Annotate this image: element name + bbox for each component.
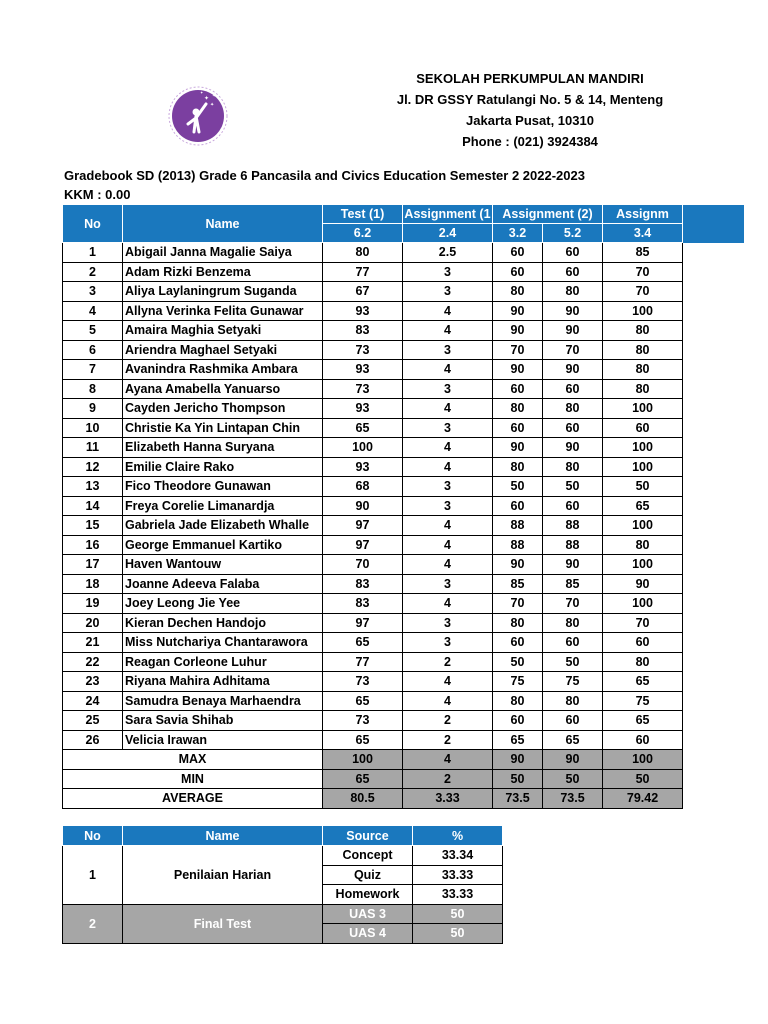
score-cell: 65: [603, 496, 683, 516]
student-no: 19: [63, 594, 123, 614]
score-cell: 73: [323, 379, 403, 399]
table-row: [63, 379, 683, 399]
stat-label: AVERAGE: [63, 789, 323, 809]
student-name: Allyna Verinka Felita Gunawar: [123, 301, 323, 321]
stat-value: 90: [493, 750, 543, 770]
score-cell: 90: [493, 321, 543, 341]
weight-percent: 33.34: [413, 846, 503, 866]
student-no: 22: [63, 652, 123, 672]
score-cell: 90: [543, 555, 603, 575]
table-row: [63, 301, 683, 321]
score-cell: 85: [543, 574, 603, 594]
score-cell: 90: [493, 360, 543, 380]
student-no: 17: [63, 555, 123, 575]
score-cell: 100: [603, 438, 683, 458]
table-row: [63, 262, 683, 282]
stat-value: 79.42: [603, 789, 683, 809]
weight-group-no: 1: [63, 846, 123, 905]
student-no: 21: [63, 633, 123, 653]
school-phone: Phone : (021) 3924384: [462, 134, 598, 149]
score-cell: 80: [603, 379, 683, 399]
score-cell: 60: [493, 379, 543, 399]
stat-row: [63, 750, 683, 770]
student-name: Joey Leong Jie Yee: [123, 594, 323, 614]
score-cell: 60: [543, 262, 603, 282]
col-subheader: 5.2: [543, 224, 603, 243]
score-cell: 60: [603, 633, 683, 653]
score-cell: 3: [403, 477, 493, 497]
student-name: George Emmanuel Kartiko: [123, 535, 323, 555]
score-cell: 60: [543, 418, 603, 438]
student-no: 18: [63, 574, 123, 594]
score-cell: 80: [543, 399, 603, 419]
student-name: Elizabeth Hanna Suryana: [123, 438, 323, 458]
score-cell: 68: [323, 477, 403, 497]
col-subheader: 6.2: [323, 224, 403, 243]
col-subheader: 3.4: [603, 224, 683, 243]
score-cell: 60: [543, 633, 603, 653]
score-cell: 100: [603, 594, 683, 614]
school-logo-icon: [166, 82, 230, 146]
score-cell: 80: [603, 652, 683, 672]
score-cell: 88: [493, 535, 543, 555]
student-no: 3: [63, 282, 123, 302]
score-cell: 100: [603, 301, 683, 321]
student-name: Joanne Adeeva Falaba: [123, 574, 323, 594]
score-cell: 60: [543, 496, 603, 516]
student-name: Aliya Laylaningrum Suganda: [123, 282, 323, 302]
score-cell: 4: [403, 691, 493, 711]
stat-value: 100: [323, 750, 403, 770]
score-cell: 77: [323, 262, 403, 282]
weight-group-no: 2: [63, 904, 123, 943]
student-no: 4: [63, 301, 123, 321]
student-name: Velicia Irawan: [123, 730, 323, 750]
kkm-label: KKM : 0.00: [64, 187, 131, 202]
table-row: [63, 399, 683, 419]
student-no: 2: [63, 262, 123, 282]
col-header-assignment3: Assignm: [603, 205, 683, 224]
score-cell: 50: [493, 652, 543, 672]
score-cell: 60: [493, 262, 543, 282]
student-no: 7: [63, 360, 123, 380]
student-no: 6: [63, 340, 123, 360]
table-row: [63, 555, 683, 575]
score-cell: 65: [603, 711, 683, 731]
col-subheader: 3.2: [493, 224, 543, 243]
score-cell: 4: [403, 438, 493, 458]
student-no: 8: [63, 379, 123, 399]
col-subheader: 2.4: [403, 224, 493, 243]
student-no: 12: [63, 457, 123, 477]
score-cell: 4: [403, 672, 493, 692]
score-cell: 3: [403, 574, 493, 594]
score-cell: 70: [543, 340, 603, 360]
score-cell: 70: [603, 262, 683, 282]
student-name: Miss Nutchariya Chantarawora: [123, 633, 323, 653]
score-cell: 3: [403, 340, 493, 360]
score-cell: 85: [603, 243, 683, 263]
student-no: 5: [63, 321, 123, 341]
student-no: 13: [63, 477, 123, 497]
score-cell: 88: [543, 535, 603, 555]
score-cell: 4: [403, 321, 493, 341]
score-cell: 80: [603, 360, 683, 380]
score-cell: 97: [323, 613, 403, 633]
score-cell: 83: [323, 321, 403, 341]
stat-value: 50: [603, 769, 683, 789]
score-cell: 80: [543, 282, 603, 302]
score-cell: 77: [323, 652, 403, 672]
student-name: Freya Corelie Limanardja: [123, 496, 323, 516]
weight-percent: 50: [413, 904, 503, 924]
table-row: [63, 360, 683, 380]
score-cell: 80: [603, 340, 683, 360]
stat-value: 50: [543, 769, 603, 789]
svg-text:✦: ✦: [200, 90, 204, 95]
score-cell: 2: [403, 711, 493, 731]
school-address-line2: Jakarta Pusat, 10310: [466, 113, 594, 128]
svg-text:✦: ✦: [212, 93, 217, 99]
student-name: Cayden Jericho Thompson: [123, 399, 323, 419]
score-cell: 70: [493, 340, 543, 360]
score-cell: 65: [493, 730, 543, 750]
score-cell: 60: [493, 633, 543, 653]
score-cell: 4: [403, 594, 493, 614]
score-cell: 70: [603, 613, 683, 633]
table-row: [63, 633, 683, 653]
weights-header-source: Source: [323, 826, 413, 846]
score-cell: 100: [603, 399, 683, 419]
student-no: 11: [63, 438, 123, 458]
score-cell: 70: [323, 555, 403, 575]
school-address-line1: Jl. DR GSSY Ratulangi No. 5 & 14, Menteng: [396, 92, 664, 107]
score-cell: 90: [493, 438, 543, 458]
stat-value: 3.33: [403, 789, 493, 809]
score-cell: 65: [603, 672, 683, 692]
table-row: [63, 496, 683, 516]
stat-value: 2: [403, 769, 493, 789]
weights-header-percent: %: [413, 826, 503, 846]
score-cell: 85: [493, 574, 543, 594]
score-cell: 3: [403, 379, 493, 399]
table-row: [63, 516, 683, 536]
svg-text:✦: ✦: [210, 102, 215, 108]
score-cell: 60: [543, 379, 603, 399]
score-cell: 90: [493, 555, 543, 575]
score-cell: 75: [543, 672, 603, 692]
student-name: Amaira Maghia Setyaki: [123, 321, 323, 341]
school-header: [360, 68, 700, 152]
score-cell: 90: [323, 496, 403, 516]
score-cell: 90: [603, 574, 683, 594]
stat-value: 100: [603, 750, 683, 770]
col-header-assignment2: Assignment (2): [493, 205, 603, 224]
student-name: Abigail Janna Magalie Saiya: [123, 243, 323, 263]
table-row: [63, 730, 683, 750]
stat-value: 65: [323, 769, 403, 789]
col-header-name: Name: [123, 205, 323, 243]
score-cell: 70: [493, 594, 543, 614]
table-row: [63, 418, 683, 438]
student-name: Samudra Benaya Marhaendra: [123, 691, 323, 711]
stat-label: MIN: [63, 769, 323, 789]
score-cell: 80: [543, 613, 603, 633]
stat-value: 90: [543, 750, 603, 770]
table-row: [63, 535, 683, 555]
student-no: 16: [63, 535, 123, 555]
weight-source: Quiz: [323, 865, 413, 885]
score-cell: 88: [493, 516, 543, 536]
table-row: [63, 691, 683, 711]
score-cell: 60: [493, 711, 543, 731]
weight-source: UAS 3: [323, 904, 413, 924]
score-cell: 60: [543, 711, 603, 731]
score-cell: 50: [603, 477, 683, 497]
header-band-extension: [682, 205, 744, 243]
score-cell: 50: [543, 652, 603, 672]
stat-value: 4: [403, 750, 493, 770]
score-cell: 4: [403, 516, 493, 536]
score-cell: 80: [493, 399, 543, 419]
student-no: 15: [63, 516, 123, 536]
score-cell: 93: [323, 399, 403, 419]
table-row: [63, 457, 683, 477]
stat-value: 50: [493, 769, 543, 789]
score-cell: 4: [403, 457, 493, 477]
col-header-no: No: [63, 205, 123, 243]
score-cell: 67: [323, 282, 403, 302]
score-cell: 70: [543, 594, 603, 614]
table-row: [63, 711, 683, 731]
student-name: Sara Savia Shihab: [123, 711, 323, 731]
gradebook-title: Gradebook SD (2013) Grade 6 Pancasila and Civics Education Semester 2 2022-2023: [64, 168, 585, 183]
score-cell: 2: [403, 730, 493, 750]
score-cell: 80: [493, 613, 543, 633]
svg-text:✦: ✦: [204, 95, 210, 102]
student-name: Fico Theodore Gunawan: [123, 477, 323, 497]
weights-header-name: Name: [123, 826, 323, 846]
score-cell: 3: [403, 613, 493, 633]
score-cell: 2.5: [403, 243, 493, 263]
table-row: [63, 438, 683, 458]
student-name: Reagan Corleone Luhur: [123, 652, 323, 672]
weight-row: [63, 846, 503, 866]
student-name: Ayana Amabella Yanuarso: [123, 379, 323, 399]
col-header-test1: Test (1): [323, 205, 403, 224]
score-cell: 60: [493, 418, 543, 438]
score-cell: 50: [493, 477, 543, 497]
weight-group-name: Final Test: [123, 904, 323, 943]
score-cell: 2: [403, 652, 493, 672]
student-no: 25: [63, 711, 123, 731]
table-row: [63, 613, 683, 633]
table-row: [63, 477, 683, 497]
score-cell: 90: [543, 438, 603, 458]
score-cell: 65: [323, 418, 403, 438]
col-header-assignment1: Assignment (1: [403, 205, 493, 224]
score-cell: 83: [323, 594, 403, 614]
weight-source: UAS 4: [323, 924, 413, 944]
score-cell: 70: [603, 282, 683, 302]
score-cell: 50: [543, 477, 603, 497]
table-row: [63, 594, 683, 614]
table-row: [63, 340, 683, 360]
score-cell: 100: [603, 457, 683, 477]
score-cell: 65: [543, 730, 603, 750]
score-cell: 93: [323, 301, 403, 321]
score-cell: 75: [603, 691, 683, 711]
stat-value: 73.5: [493, 789, 543, 809]
score-cell: 60: [603, 730, 683, 750]
score-cell: 80: [603, 535, 683, 555]
student-name: Ariendra Maghael Setyaki: [123, 340, 323, 360]
student-name: Riyana Mahira Adhitama: [123, 672, 323, 692]
score-cell: 73: [323, 711, 403, 731]
stat-value: 80.5: [323, 789, 403, 809]
student-name: Adam Rizki Benzema: [123, 262, 323, 282]
score-cell: 90: [543, 360, 603, 380]
score-cell: 3: [403, 418, 493, 438]
score-cell: 93: [323, 360, 403, 380]
table-row: [63, 672, 683, 692]
student-no: 14: [63, 496, 123, 516]
student-name: Emilie Claire Rako: [123, 457, 323, 477]
grades-table: [62, 204, 683, 809]
score-cell: 4: [403, 301, 493, 321]
score-cell: 65: [323, 633, 403, 653]
score-cell: 90: [543, 301, 603, 321]
score-cell: 100: [323, 438, 403, 458]
score-cell: 60: [603, 418, 683, 438]
score-cell: 65: [323, 691, 403, 711]
score-cell: 93: [323, 457, 403, 477]
score-cell: 4: [403, 360, 493, 380]
score-cell: 75: [493, 672, 543, 692]
student-name: Christie Ka Yin Lintapan Chin: [123, 418, 323, 438]
table-row: [63, 243, 683, 263]
score-cell: 97: [323, 535, 403, 555]
score-cell: 3: [403, 282, 493, 302]
student-name: Haven Wantouw: [123, 555, 323, 575]
score-cell: 4: [403, 535, 493, 555]
student-no: 23: [63, 672, 123, 692]
score-cell: 60: [493, 496, 543, 516]
student-name: Gabriela Jade Elizabeth Whalle: [123, 516, 323, 536]
score-cell: 97: [323, 516, 403, 536]
weight-source: Concept: [323, 846, 413, 866]
score-cell: 88: [543, 516, 603, 536]
score-cell: 3: [403, 262, 493, 282]
stat-value: 73.5: [543, 789, 603, 809]
score-cell: 90: [493, 301, 543, 321]
score-cell: 3: [403, 633, 493, 653]
score-cell: 80: [543, 691, 603, 711]
weight-group-name: Penilaian Harian: [123, 846, 323, 905]
score-cell: 4: [403, 399, 493, 419]
score-cell: 90: [543, 321, 603, 341]
score-cell: 4: [403, 555, 493, 575]
table-row: [63, 282, 683, 302]
score-cell: 60: [543, 243, 603, 263]
weight-row: [63, 904, 503, 924]
weights-header-no: No: [63, 826, 123, 846]
student-no: 1: [63, 243, 123, 263]
score-cell: 100: [603, 516, 683, 536]
score-cell: 80: [493, 691, 543, 711]
score-cell: 73: [323, 340, 403, 360]
score-cell: 60: [493, 243, 543, 263]
score-cell: 80: [493, 457, 543, 477]
student-name: Kieran Dechen Handojo: [123, 613, 323, 633]
table-row: [63, 652, 683, 672]
student-name: Avanindra Rashmika Ambara: [123, 360, 323, 380]
score-cell: 3: [403, 496, 493, 516]
score-cell: 100: [603, 555, 683, 575]
score-cell: 80: [603, 321, 683, 341]
weight-source: Homework: [323, 885, 413, 905]
weight-percent: 50: [413, 924, 503, 944]
score-cell: 65: [323, 730, 403, 750]
student-no: 20: [63, 613, 123, 633]
stat-label: MAX: [63, 750, 323, 770]
weight-percent: 33.33: [413, 885, 503, 905]
student-no: 10: [63, 418, 123, 438]
student-no: 24: [63, 691, 123, 711]
score-cell: 80: [543, 457, 603, 477]
stat-row: [63, 769, 683, 789]
score-cell: 80: [323, 243, 403, 263]
student-no: 9: [63, 399, 123, 419]
weights-table: [62, 825, 503, 944]
stat-row: [63, 789, 683, 809]
table-row: [63, 574, 683, 594]
student-no: 26: [63, 730, 123, 750]
table-row: [63, 321, 683, 341]
weight-percent: 33.33: [413, 865, 503, 885]
school-name: SEKOLAH PERKUMPULAN MANDIRI: [416, 71, 644, 86]
score-cell: 83: [323, 574, 403, 594]
score-cell: 80: [493, 282, 543, 302]
score-cell: 73: [323, 672, 403, 692]
